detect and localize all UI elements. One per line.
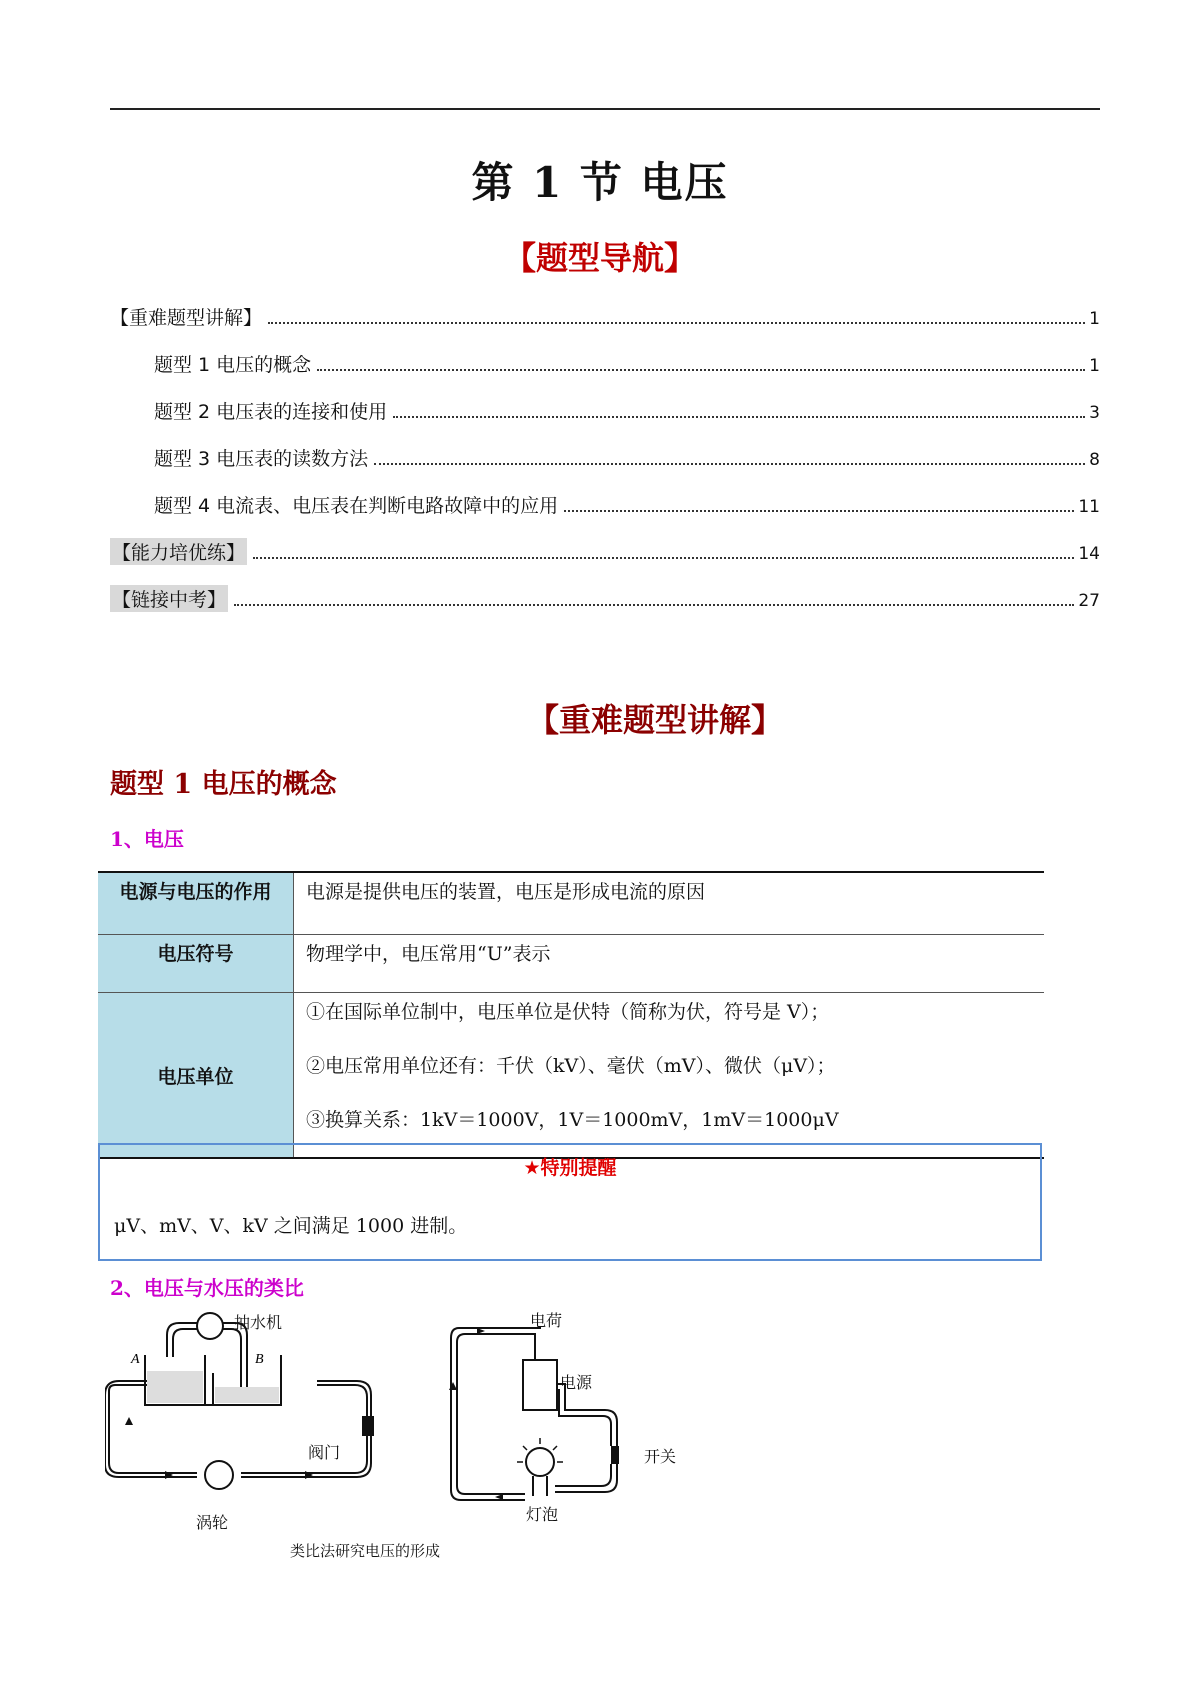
unit-line: ③换算关系：1kV＝1000V，1V＝1000mV，1mV＝1000μV (306, 1109, 839, 1131)
toc-label: 【链接中考】 (110, 585, 228, 612)
section-heading: 【重难题型讲解】 (526, 701, 783, 739)
table-head-cell: 电源与电压的作用 (98, 872, 294, 935)
toc-page: 11 (1078, 497, 1100, 517)
concept-table (98, 871, 1044, 1159)
toc-label: 【重难题型讲解】 (110, 307, 263, 329)
toc-label: 题型 2 电压表的连接和使用 (154, 401, 388, 423)
toc-page: 27 (1078, 591, 1100, 611)
table-row (98, 872, 1044, 935)
reminder-box (98, 1143, 1042, 1261)
table-row (98, 993, 1044, 1159)
toc-leader (234, 603, 1074, 606)
toc-entry[interactable] (110, 303, 1100, 333)
valve-label: 阀门 (308, 1443, 341, 1462)
toc-entry[interactable] (110, 397, 1100, 427)
toc-label: 题型 4 电流表、电压表在判断电路故障中的应用 (154, 495, 559, 517)
page-title: 第 1 节 电压 (471, 158, 729, 207)
turbine-label: 涡轮 (196, 1513, 229, 1532)
unit-line: ①在国际单位制中，电压单位是伏特（简称为伏，符号是 V）； (306, 1001, 830, 1023)
switch-label: 开关 (644, 1447, 677, 1466)
toc-leader (317, 368, 1085, 371)
toc-leader (268, 321, 1085, 324)
water-circuit-diagram (105, 1305, 395, 1515)
toc-label: 题型 1 电压的概念 (154, 354, 312, 376)
label-b: B (255, 1352, 264, 1367)
reminder-title: ★特别提醒 (523, 1157, 617, 1179)
toc-page: 1 (1089, 356, 1100, 376)
electric-circuit-diagram (445, 1320, 645, 1510)
figure-caption: 类比法研究电压的形成 (290, 1542, 441, 1560)
table-body-cell: 电源是提供电压的装置，电压是形成电流的原因 (294, 872, 1045, 935)
toc-page: 3 (1089, 403, 1100, 423)
header-rule (110, 108, 1100, 110)
source-label: 电源 (560, 1373, 593, 1392)
bulb-label: 灯泡 (526, 1505, 559, 1524)
unit-line: ②电压常用单位还有：千伏（kV）、毫伏（mV）、微伏（μV）； (306, 1055, 836, 1077)
toc-entry[interactable] (110, 350, 1100, 380)
toc-entry[interactable] (110, 491, 1100, 521)
subheading-analogy: 2、电压与水压的类比 (110, 1276, 304, 1300)
toc-entry[interactable] (110, 585, 1100, 615)
label-a: A (131, 1352, 140, 1367)
subheading-voltage: 1、电压 (110, 827, 184, 851)
table-row (98, 935, 1044, 993)
toc-page: 8 (1089, 450, 1100, 470)
toc-leader (393, 415, 1085, 418)
charge-label: 电荷 (530, 1311, 563, 1330)
toc-entry[interactable] (110, 444, 1100, 474)
toc-page: 14 (1078, 544, 1100, 564)
table-of-contents (110, 303, 1100, 615)
toc-label: 题型 3 电压表的读数方法 (154, 448, 369, 470)
toc-entry[interactable] (110, 538, 1100, 568)
toc-leader (564, 509, 1074, 512)
pump-label: 抽水机 (234, 1313, 283, 1332)
toc-page: 1 (1089, 309, 1100, 329)
table-body-cell (294, 993, 1045, 1159)
table-body-cell: 物理学中，电压常用“U”表示 (294, 935, 1045, 993)
reminder-text: μV、mV、V、kV 之间满足 1000 进制。 (114, 1215, 468, 1237)
toc-label: 【能力培优练】 (110, 538, 247, 565)
table-head-cell: 电压单位 (98, 993, 294, 1159)
table-head-cell: 电压符号 (98, 935, 294, 993)
toc-leader (253, 556, 1074, 559)
nav-heading: 【题型导航】 (503, 239, 696, 277)
type1-heading: 题型 1 电压的概念 (110, 769, 337, 800)
toc-leader (374, 462, 1085, 465)
